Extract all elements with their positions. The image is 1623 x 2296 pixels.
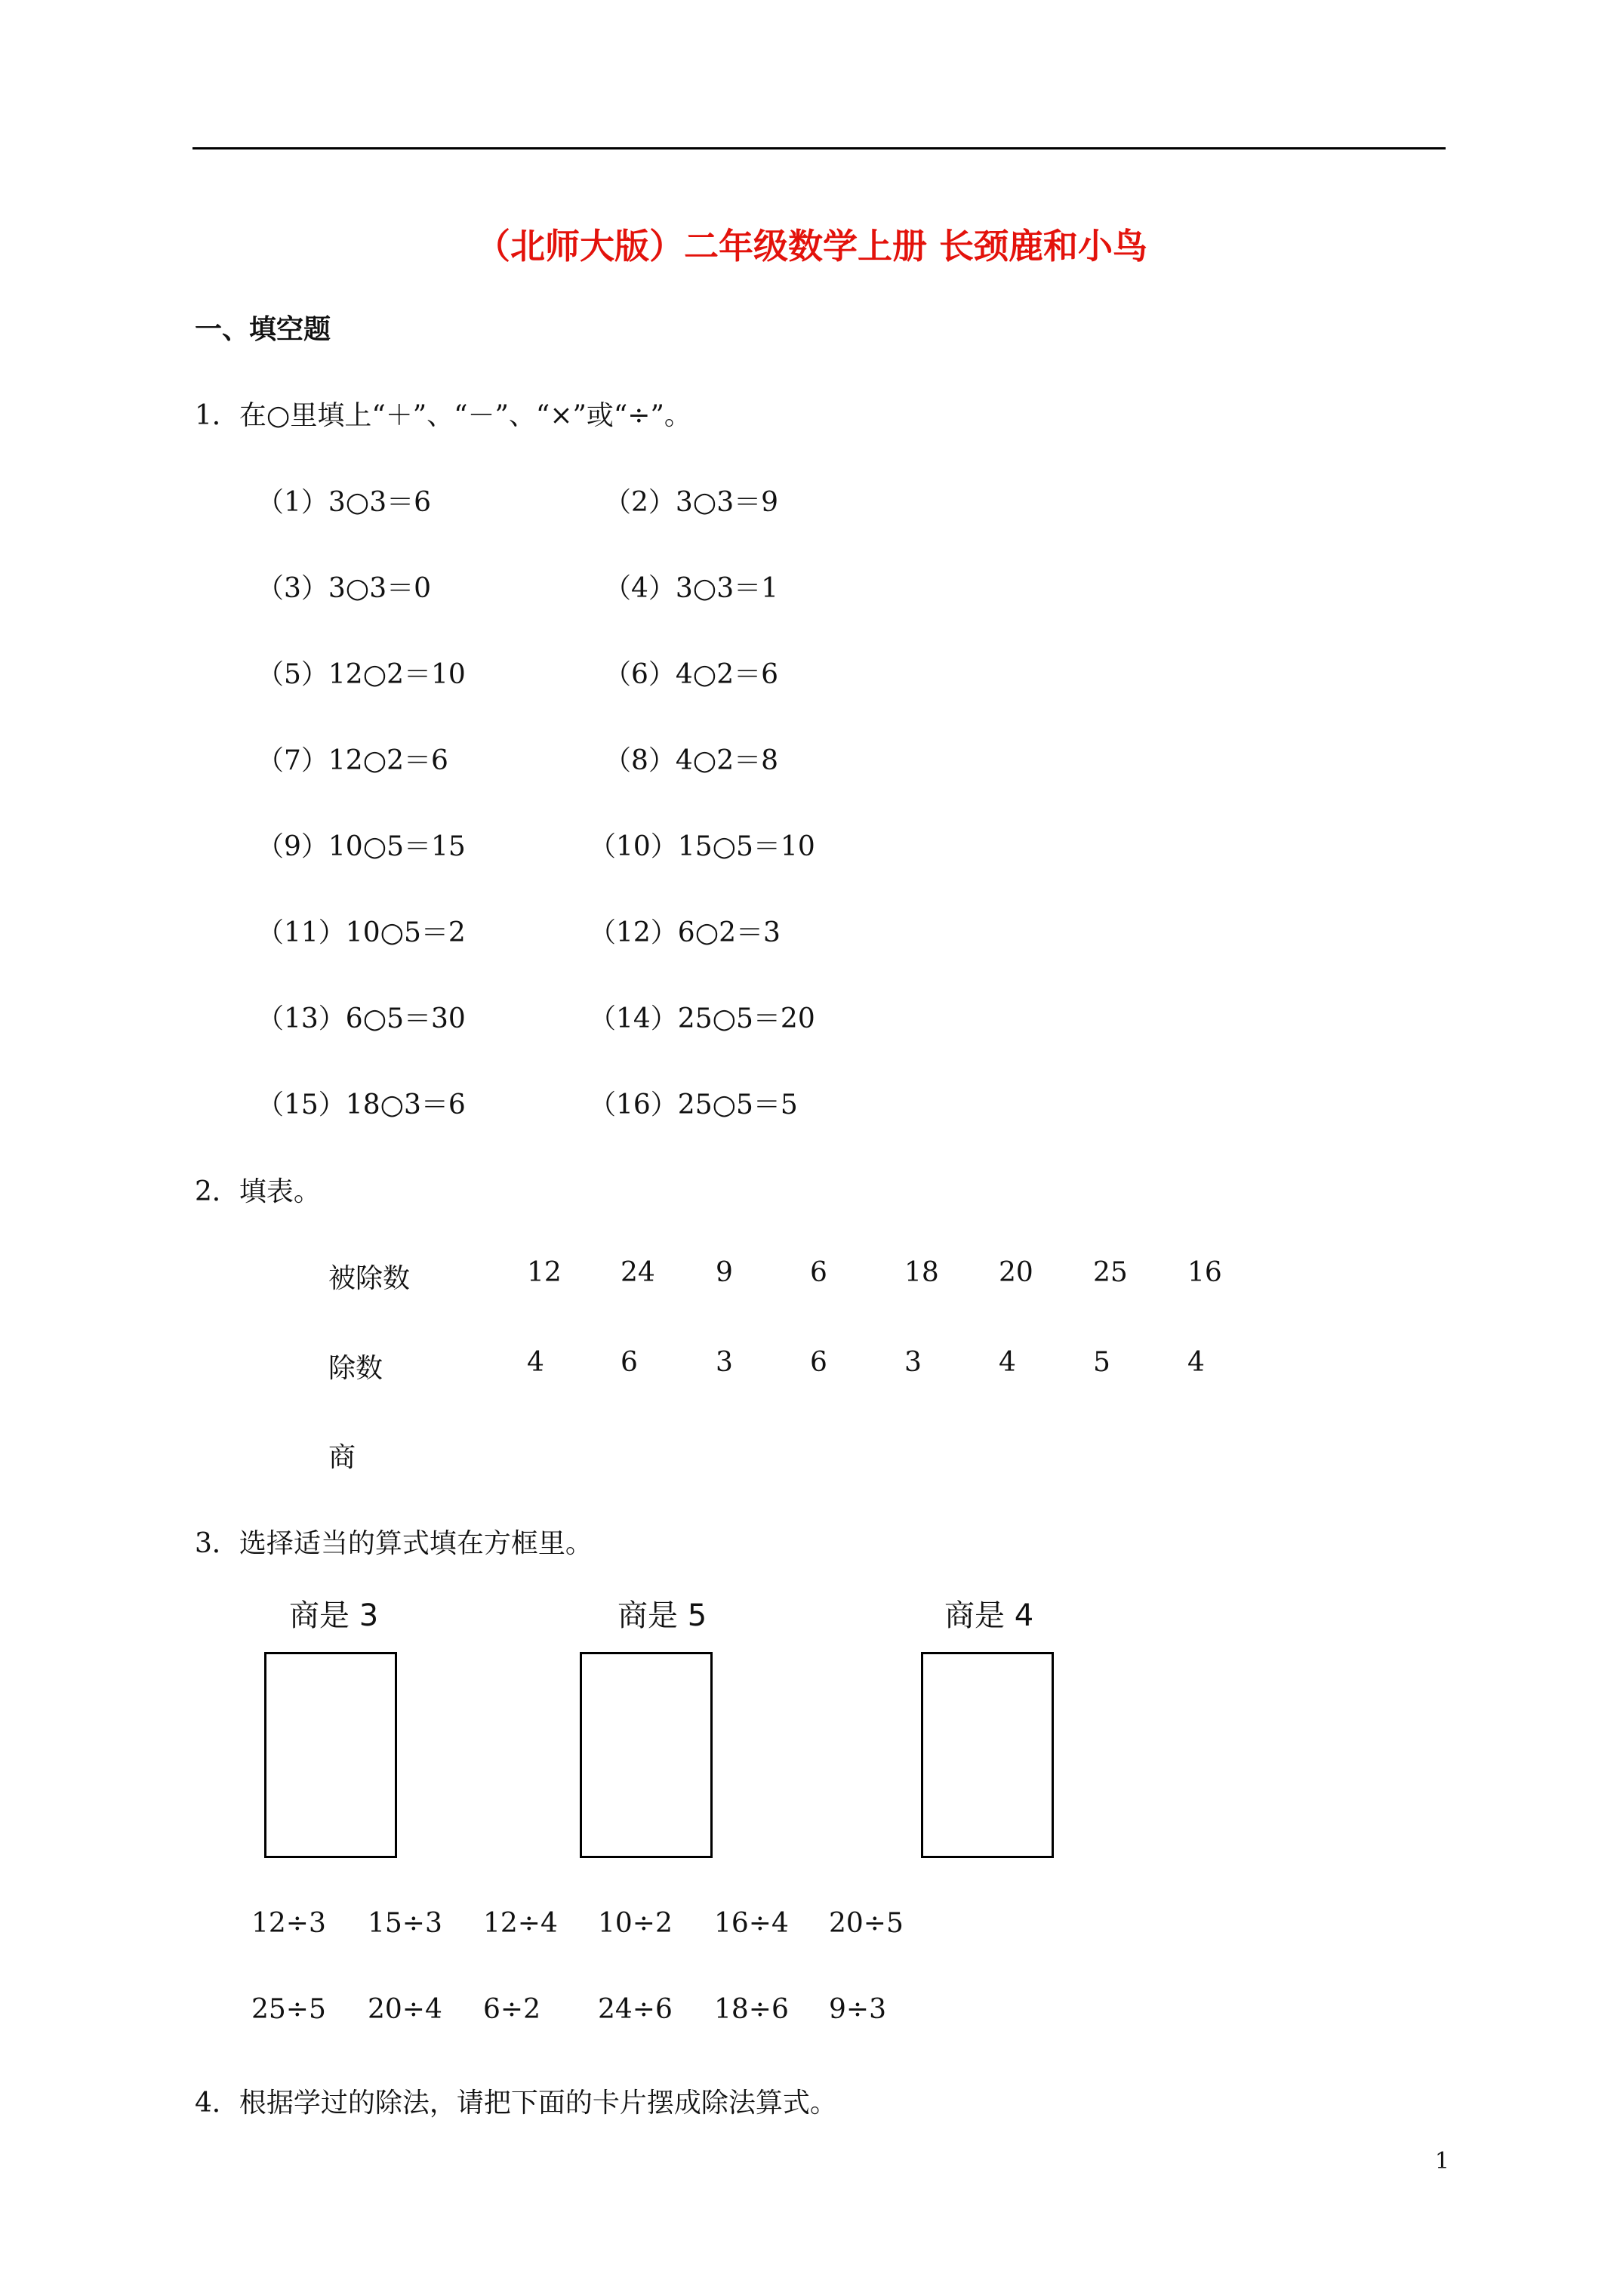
dividend-cell: 16 — [1187, 1257, 1222, 1288]
q1-item: （14）25○5＝20 — [589, 1003, 815, 1034]
divisor-cell: 5 — [1093, 1347, 1110, 1378]
expression-card: 9÷3 — [829, 1994, 886, 2025]
dividend-cell: 9 — [716, 1257, 733, 1288]
caption-quotient-4: 商是 4 — [944, 1598, 1034, 1633]
expression-card: 20÷5 — [829, 1908, 904, 1939]
row-label-dividend: 被除数 — [328, 1263, 411, 1294]
dividend-cell: 20 — [999, 1257, 1033, 1288]
expression-card: 6÷2 — [483, 1994, 540, 2025]
expression-card: 16÷4 — [714, 1908, 789, 1939]
divisor-cell: 6 — [810, 1347, 827, 1378]
header-rule — [192, 147, 1446, 149]
caption-quotient-5: 商是 5 — [617, 1598, 707, 1633]
question-3-prompt: 3．选择适当的算式填在方框里。 — [195, 1528, 593, 1559]
expression-card: 24÷6 — [598, 1994, 673, 2025]
dividend-cell: 24 — [621, 1257, 655, 1288]
row-label-quotient: 商 — [328, 1442, 356, 1473]
question-4-prompt: 4．根据学过的除法，请把下面的卡片摆成除法算式。 — [195, 2088, 837, 2119]
dividend-cell: 12 — [527, 1257, 562, 1288]
divisor-cell: 4 — [527, 1347, 544, 1378]
answer-box-quotient-3[interactable] — [264, 1652, 397, 1858]
q1-item: （12）6○2＝3 — [589, 917, 781, 948]
answer-box-quotient-4[interactable] — [921, 1652, 1054, 1858]
q1-item: （16）25○5＝5 — [589, 1089, 798, 1120]
question-2-prompt: 2．填表。 — [195, 1176, 321, 1207]
q1-item: （1）3○3＝6 — [257, 487, 432, 518]
q1-item: （3）3○3＝0 — [257, 573, 432, 604]
answer-box-quotient-5[interactable] — [580, 1652, 713, 1858]
document-title: （北师大版）二年级数学上册 长颈鹿和小鸟 — [475, 226, 1147, 267]
expression-card: 12÷4 — [483, 1908, 558, 1939]
q1-item: （13）6○5＝30 — [257, 1003, 466, 1034]
divisor-cell: 4 — [999, 1347, 1016, 1378]
expression-card: 10÷2 — [598, 1908, 673, 1939]
divisor-cell: 3 — [904, 1347, 922, 1378]
caption-quotient-3: 商是 3 — [289, 1598, 379, 1633]
expression-card: 18÷6 — [714, 1994, 789, 2025]
expression-card: 15÷3 — [368, 1908, 442, 1939]
q1-item: （5）12○2＝10 — [257, 659, 466, 690]
expression-card: 20÷4 — [368, 1994, 442, 2025]
q1-item: （9）10○5＝15 — [257, 831, 466, 862]
q1-item: （6）4○2＝6 — [604, 659, 779, 690]
q1-item: （2）3○3＝9 — [604, 487, 779, 518]
q1-item: （4）3○3＝1 — [604, 573, 779, 604]
divisor-cell: 6 — [621, 1347, 638, 1378]
question-1-prompt: 1．在○里填上“＋”、“－”、“×”或“÷”。 — [195, 400, 691, 431]
dividend-cell: 25 — [1093, 1257, 1128, 1288]
q1-item: （11）10○5＝2 — [257, 917, 466, 948]
q1-item: （15）18○3＝6 — [257, 1089, 466, 1120]
q1-item: （7）12○2＝6 — [257, 745, 448, 776]
dividend-cell: 18 — [904, 1257, 939, 1288]
page-number: 1 — [1434, 2148, 1449, 2174]
section-heading: 一、填空题 — [195, 313, 331, 345]
divisor-cell: 4 — [1187, 1347, 1205, 1378]
expression-card: 12÷3 — [251, 1908, 326, 1939]
q1-item: （10）15○5＝10 — [589, 831, 815, 862]
row-label-divisor: 除数 — [328, 1353, 383, 1384]
divisor-cell: 3 — [716, 1347, 733, 1378]
dividend-cell: 6 — [810, 1257, 827, 1288]
q1-item: （8）4○2＝8 — [604, 745, 779, 776]
expression-card: 25÷5 — [251, 1994, 326, 2025]
